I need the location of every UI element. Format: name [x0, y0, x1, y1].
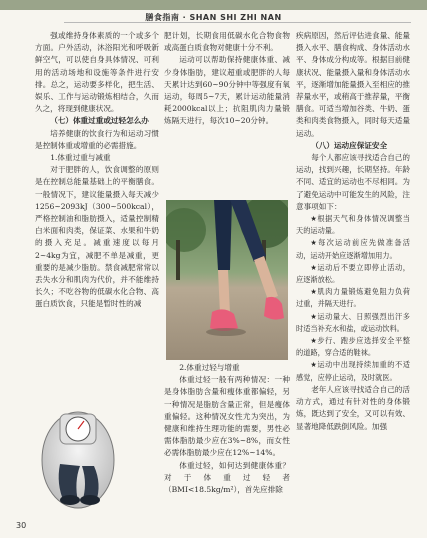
subheading: 1.体重过重与减重 — [50, 153, 111, 163]
paragraph: 老年人应该寻找适合自己的活动方式，通过有针对性的身体锻炼，既达到了安全，又可以有效、显著地降低跌倒风险。加强 — [296, 384, 410, 431]
tip-item: ★运动量大、日照强烈出汗多时适当补充水和盐，或运动饮料。 — [296, 311, 410, 333]
header-color-bar — [0, 0, 427, 10]
tip-item: ★运动后不要立即停止活动，应逐渐放松。 — [296, 262, 410, 285]
paragraph: 疾病原因，然后评估进食量、能量摄入水平、膳食构成、身体活动水平、身体成分构成等。根据目前健康状况、能量摄入量和身体活动水平，逐渐增加能量摄入至相应的推荐量水平，或稍高于推荐量，平衡膳食。可适当增加谷类、牛奶、蛋类和肉类食物摄入，同时每天适量运动。 — [296, 31, 410, 138]
tip-item: ★肌肉力量锻炼避免阻力负荷过重，并隔天进行。 — [296, 287, 410, 309]
paragraph: 培养健康的饮食行为和运动习惯是控制体重或增重的必需措施。 — [35, 128, 159, 150]
page-number: 30 — [16, 521, 27, 530]
column-3 — [296, 30, 410, 433]
paragraph: 肥计划，长期食用低碳水化合物食物或高蛋白质食物对健康十分不利。 — [164, 31, 290, 53]
tip-item: ★步行、跑步应选择安全平整的道路，穿合适的鞋袜。 — [296, 336, 410, 358]
section-heading: （八）运动应保证安全 — [311, 140, 388, 150]
column-1 — [35, 30, 159, 311]
paragraph: 强或维持身体素质的一个或多个方面。户外活动，沐浴阳光和呼吸新鲜空气，可以使自身具体情况、可利用的活动场地和设施等条件进行安排。总之，运动要多样化，把生活、娱乐、工作与运动锻炼相结合，久而久之，将现到健康状况。 — [35, 31, 159, 114]
header-title: 膳食指南 · SHAN SHI ZHI NAN — [145, 13, 282, 22]
tip-item: ★根据天气和身体情况调整当天的运动量。 — [296, 214, 410, 236]
column-2-top — [164, 30, 290, 128]
tip-item: ★每次运动前应先做准备活动，运动开始应逐渐增加用力。 — [296, 238, 410, 260]
subheading: 2.体重过轻与增重 — [179, 363, 240, 372]
header-rule — [64, 22, 411, 23]
paragraph: 对于肥胖的人，饮食调整的原则是在控制总能量基础上的平衡膳食。一般情况下，建议能量摄入每天减少1256~2093kJ（300~500kcal），严格控制油和脂肪摄入，适量控制精白米面和肉类，保证菜、水果和牛奶的摄入充足。减重速度以每月2~4kg为宜，减肥不单是减重，更重要的是减少脂肪。禁食减肥常常以丢失水分和肌肉为代价，并不能维持长久；不吃谷物的低碳水化合物、高蛋白质饮食，只能是暂时性的减 — [35, 165, 159, 309]
page-header — [0, 0, 427, 26]
tip-item: ★运动中出现持续加重的不适感觉，应停止运动，及时就医。 — [296, 360, 410, 382]
paragraph: 每个人都应该寻找适合自己的运动，找到兴趣，长期坚持。年龄不同、适宜的运动也不尽相同。为了避免运动中可能发生的风险，注意事项如下： — [296, 153, 410, 211]
column-2-bottom — [164, 362, 290, 496]
bathroom-scale-photo — [32, 402, 118, 512]
paragraph: 运动可以帮助保持健康体重、减少身体脂肪，建议超重或肥胖的人每天累计达到60~90分钟中等强度有氧运动，每周5~7天，累计运动能量消耗2000kcal以上；抗阻肌肉力量锻炼隔天进行，每次10~20分钟。 — [164, 55, 290, 126]
section-heading: （七）体重过重或过轻怎么办 — [50, 116, 149, 126]
paragraph: 体重过轻一般有两种情况：一种是身体脂肪含量和瘦体重都偏轻，另一种情况是脂肪含量正常，但是瘦体重偏轻。这种情况女性尤为突出，为健康和维持生理功能的需要，男性必需体脂肪最少应在3%~8%，而女性必需体脂肪最少应在12%~14%。 — [164, 375, 290, 458]
paragraph: 体重过轻，如何达到健康体重？对于体重过轻者（BMI<18.5kg/m²），首先应排除 — [164, 460, 290, 495]
runner-legs-photo — [166, 200, 288, 360]
